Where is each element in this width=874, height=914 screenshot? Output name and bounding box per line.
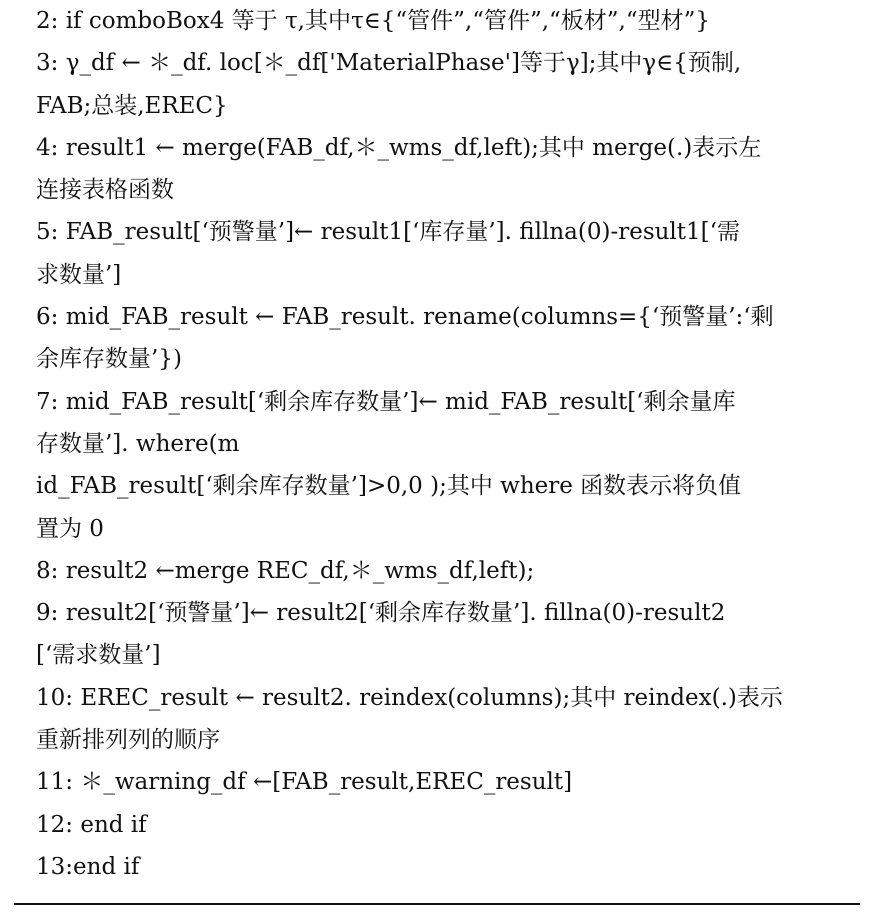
algorithm-line: 3: γ_df ← ＊_df. loc[＊_df['MaterialPhase']等于γ];其中γ∈{预制, bbox=[36, 50, 742, 77]
algorithm-listing bbox=[36, 0, 856, 888]
algorithm-line: 存数量’]. where(m bbox=[36, 430, 240, 457]
algorithm-line: 余库存数量’}) bbox=[36, 346, 182, 373]
algorithm-line: 13:end if bbox=[36, 853, 140, 880]
algorithm-line: [‘需求数量’] bbox=[36, 642, 161, 669]
algorithm-line: id_FAB_result[‘剩余库存数量’]>0,0 );其中 where 函数表示将负值 bbox=[36, 473, 742, 500]
algorithm-line: 7: mid_FAB_result[‘剩余库存数量’]← mid_FAB_result[‘剩余量库 bbox=[36, 388, 736, 415]
algorithm-line: 重新排列列的顺序 bbox=[36, 727, 220, 754]
algorithm-line: 11: ＊_warning_df ←[FAB_result,EREC_result] bbox=[36, 769, 573, 796]
algorithm-line: 求数量’] bbox=[36, 261, 122, 288]
algorithm-line: 2: if comboBox4 等于 τ,其中τ∈{“管件”,“管件”,“板材”,“型材”} bbox=[36, 8, 711, 34]
algorithm-line: 4: result1 ← merge(FAB_df,＊_wms_df,left);其中 merge(.)表示左 bbox=[36, 134, 762, 161]
algorithm-line: 8: result2 ←merge REC_df,＊_wms_df,left); bbox=[36, 557, 535, 584]
algorithm-line: 12: end if bbox=[36, 811, 147, 838]
algorithm-line: 6: mid_FAB_result ← FAB_result. rename(columns={‘预警量’:‘剩 bbox=[36, 304, 774, 331]
algorithm-line: 9: result2[‘预警量’]← result2[‘剩余库存数量’]. fillna(0)-result2 bbox=[36, 600, 726, 627]
algorithm-line: 10: EREC_result ← result2. reindex(columns);其中 reindex(.)表示 bbox=[36, 684, 783, 711]
algorithm-line: FAB;总装,EREC} bbox=[36, 92, 228, 119]
algorithm-line: 连接表格函数 bbox=[36, 177, 174, 204]
algorithm-line: 置为 0 bbox=[36, 515, 104, 542]
bottom-rule-divider bbox=[14, 903, 860, 905]
algorithm-line: 5: FAB_result[‘预警量’]← result1[‘库存量’]. fillna(0)-result1[‘需 bbox=[36, 219, 740, 246]
